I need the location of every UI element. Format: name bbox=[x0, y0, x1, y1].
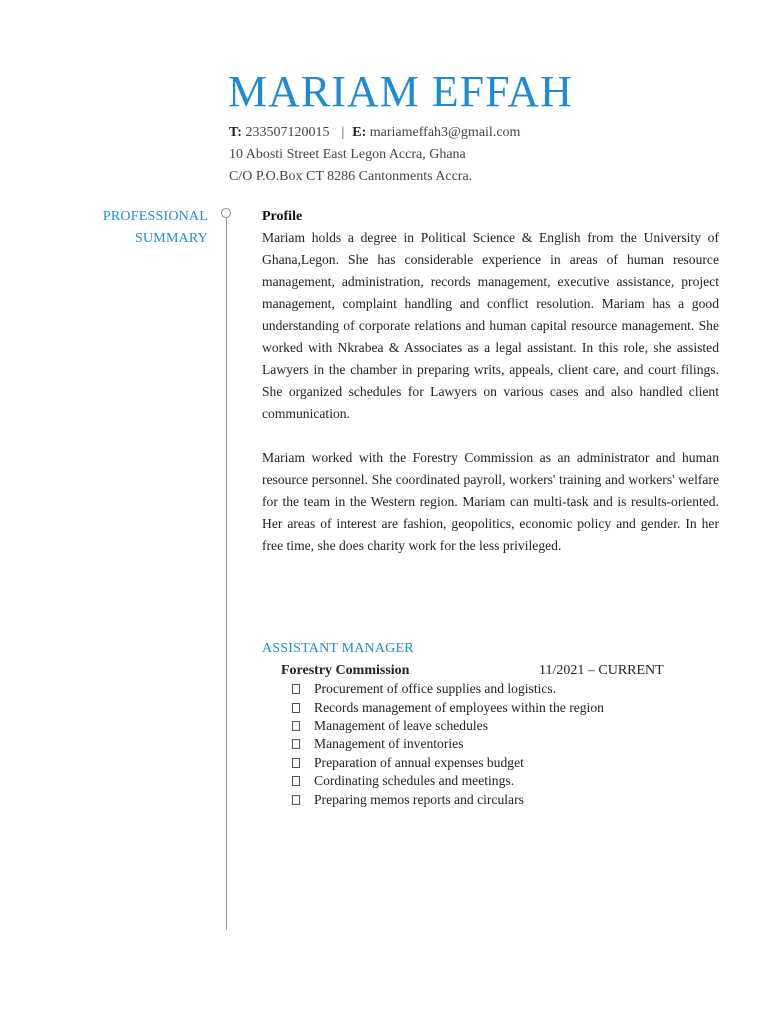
email-address[interactable]: mariameffah3@gmail.com bbox=[369, 125, 521, 140]
candidate-name: MARIAM EFFAH bbox=[228, 67, 573, 116]
address-line-1: 10 Abosti Street East Legon Accra, Ghana bbox=[229, 147, 466, 162]
duty-text: Records management of employees within the region bbox=[314, 699, 604, 715]
profile-paragraph-1: Mariam holds a degree in Political Science & English from the University of Ghana,Legon. She has considerable experience in areas of human resource management, administration, records management, executive assistance, project management, complaint handling and conflict resolution. Mariam has a good understanding of corporate relations and human capital resource management. She worked with Nkrabea & Associates as a legal assistant. In this role, she assisted Lawyers in the chamber in preparing writs, appeals, client care, and court filings. She organized schedules for Lawyers on various cases and also handled client communication. bbox=[262, 230, 719, 421]
section-title-line-2: SUMMARY bbox=[135, 231, 208, 246]
list-item bbox=[290, 735, 604, 753]
checkbox-bullet-icon bbox=[292, 758, 300, 768]
list-item bbox=[290, 772, 604, 790]
duty-text: Cordinating schedules and meetings. bbox=[314, 773, 515, 789]
phone-label: T: bbox=[229, 125, 242, 140]
list-item bbox=[290, 680, 604, 698]
contact-line bbox=[229, 122, 520, 144]
duty-text: Preparing memos reports and circulars bbox=[314, 791, 524, 807]
profile-heading: Profile bbox=[262, 209, 303, 224]
duty-text: Procurement of office supplies and logistics. bbox=[314, 681, 557, 697]
email-label: E: bbox=[352, 125, 367, 140]
contact-separator: | bbox=[341, 125, 345, 140]
list-item bbox=[290, 698, 604, 716]
job-dates: 11/2021 – CURRENT bbox=[539, 663, 664, 678]
duties-list bbox=[290, 680, 604, 809]
list-item bbox=[290, 717, 604, 735]
checkbox-bullet-icon bbox=[292, 703, 300, 713]
checkbox-bullet-icon bbox=[292, 795, 300, 805]
contact-block bbox=[229, 122, 520, 188]
profile-paragraph-2: Mariam worked with the Forestry Commission as an administrator and human resource personnel. She coordinated payroll, workers' training and workers' welfare for the team in the Western region. Mariam can multi-task and is results-oriented. Her areas of interest are fashion, geopolitics, economic policy and gender. In her free time, she does charity work for the less privileged. bbox=[262, 450, 719, 553]
section-title-line-1: PROFESSIONAL bbox=[102, 209, 208, 224]
timeline-dot bbox=[221, 208, 231, 218]
section-title-professional-summary bbox=[62, 206, 208, 250]
checkbox-bullet-icon bbox=[292, 739, 300, 749]
checkbox-bullet-icon bbox=[292, 776, 300, 786]
checkbox-bullet-icon bbox=[292, 721, 300, 731]
list-item bbox=[290, 790, 604, 808]
job-title: ASSISTANT MANAGER bbox=[262, 641, 414, 656]
timeline-divider bbox=[226, 216, 227, 930]
duty-text: Preparation of annual expenses budget bbox=[314, 754, 524, 770]
list-item bbox=[290, 754, 604, 772]
profile-section bbox=[262, 207, 719, 557]
phone-number: 233507120015 bbox=[245, 125, 330, 140]
address-line-2: C/O P.O.Box CT 8286 Cantonments Accra. bbox=[229, 169, 473, 184]
checkbox-bullet-icon bbox=[292, 684, 300, 694]
duty-text: Management of inventories bbox=[314, 736, 464, 752]
employer-name: Forestry Commission bbox=[281, 663, 410, 678]
duty-text: Management of leave schedules bbox=[314, 717, 489, 733]
